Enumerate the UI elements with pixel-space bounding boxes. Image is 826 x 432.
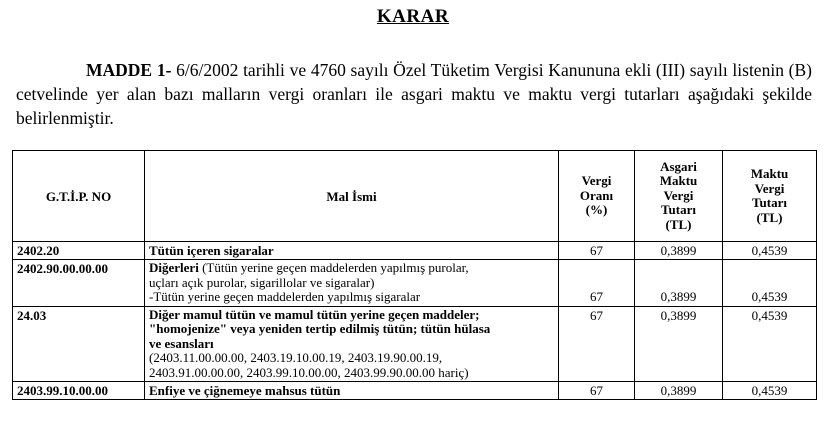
mal-ismi-line [149, 261, 554, 276]
header-line: Vergi [754, 180, 785, 196]
vergi-orani: 67 [559, 242, 635, 260]
asgari-maktu-tutar: 0,3899 [635, 260, 723, 307]
header-line: Vergi [581, 173, 612, 189]
header-line: Vergi [663, 187, 694, 203]
article-text: 6/6/2002 tarihli ve 4760 sayılı Özel Tüketim Vergisi Kanununa ekli (III) sayılı listenin (B) cetvelinde yer alan bazı malların vergi oranları ile asgari maktu ve maktu vergi tutarları aşağıdaki şekilde belirlenmiştir. [16, 60, 812, 128]
header-line: Tutarı [752, 195, 787, 210]
header-line: Oranı [579, 187, 614, 203]
mal-ismi-line: -Tütün yerine geçen maddelerden yapılmış sigaralar [149, 289, 421, 304]
vergi-orani: 67 [559, 306, 635, 382]
asgari-maktu-tutar: 0,3899 [635, 242, 723, 260]
mal-ismi-bold: Diğerleri [149, 260, 199, 275]
maktu-tutar: 0,4539 [723, 242, 817, 260]
header-asgari-maktu [635, 151, 723, 242]
gtip-code: 24.03 [13, 306, 145, 382]
article-lead: MADDE 1- [86, 60, 172, 80]
header-line: Asgari [660, 158, 697, 174]
mal-ismi-line: (2403.11.00.00.00, 2403.19.10.00.19, 2403.19.90.00.19, [149, 350, 443, 365]
table-header-row [13, 151, 817, 242]
header-line: Maktu [750, 166, 789, 181]
header-line: Maktu [659, 173, 698, 189]
header-mal-ismi: Mal İsmi [145, 151, 559, 242]
maktu-tutar: 0,4539 [723, 306, 817, 382]
header-line: (%) [585, 202, 608, 218]
table-row [13, 242, 817, 260]
mal-ismi: Enfiye ve çiğnemeye mahsus tütün [145, 382, 559, 400]
mal-ismi [145, 306, 559, 382]
tax-rate-table [12, 150, 817, 400]
mal-ismi [145, 260, 559, 307]
asgari-maktu-tutar: 0,3899 [635, 306, 723, 382]
mal-ismi: Tütün içeren sigaralar [145, 242, 559, 260]
vergi-orani: 67 [559, 382, 635, 400]
mal-ismi-line: uçları açık purolar, sigarillolar ve sigaralar) [149, 274, 375, 290]
table-row [13, 382, 817, 400]
gtip-code: 2402.20 [13, 242, 145, 260]
header-vergi-orani [559, 151, 635, 242]
gtip-code: 2402.90.00.00.00 [13, 260, 145, 307]
maktu-tutar: 0,4539 [723, 260, 817, 307]
header-line: (TL) [665, 216, 692, 232]
vergi-orani: 67 [559, 260, 635, 307]
table-row [13, 306, 817, 382]
article-paragraph [16, 58, 812, 130]
mal-ismi-text: (Tütün yerine geçen maddelerden yapılmış purolar, [198, 260, 469, 275]
gtip-code: 2403.99.10.00.00 [13, 382, 145, 400]
header-line: (TL) [756, 209, 783, 225]
mal-ismi-line: "homojenize" veya yeniden tertip edilmiş tütün; tütün hülasa [149, 321, 491, 336]
header-gtip: G.T.İ.P. NO [13, 151, 145, 242]
asgari-maktu-tutar: 0,3899 [635, 382, 723, 400]
table-row [13, 260, 817, 307]
maktu-tutar: 0,4539 [723, 382, 817, 400]
mal-ismi-line: 2403.91.00.00.00, 2403.99.10.00.00, 2403.99.90.00.00 hariç) [149, 364, 469, 380]
page-title: KARAR [376, 6, 450, 27]
mal-ismi-line: Diğer mamul tütün ve mamul tütün yerine geçen maddeler; [149, 306, 480, 322]
header-line: Tutarı [661, 202, 696, 218]
mal-ismi-line: ve esansları [149, 335, 214, 351]
header-maktu [723, 151, 817, 242]
